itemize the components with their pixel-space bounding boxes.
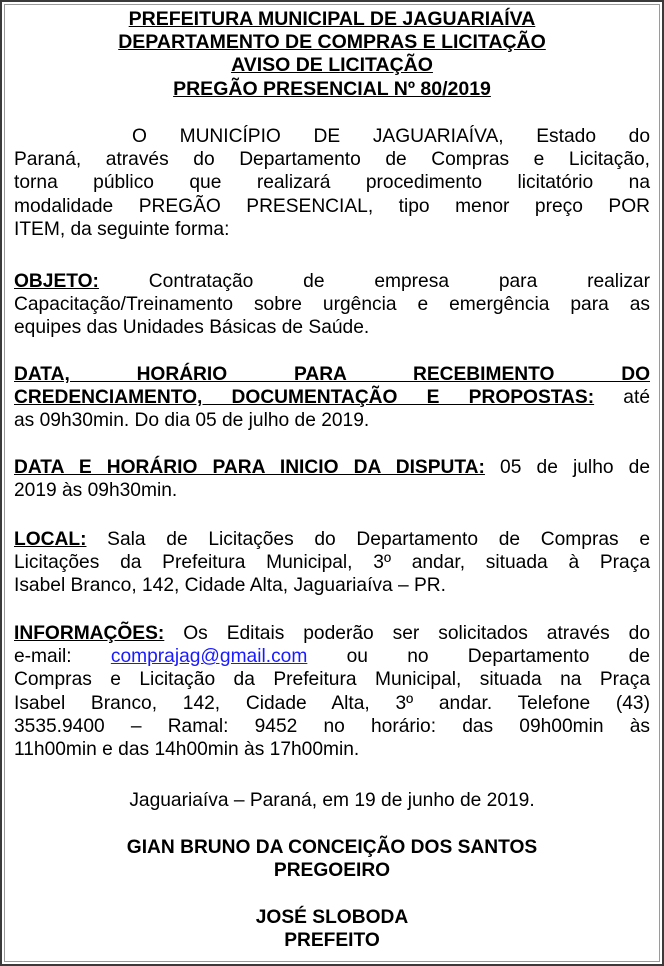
local-label: LOCAL: <box>14 529 87 550</box>
signer1-name: GIAN BRUNO DA CONCEIÇÃO DOS SANTOS <box>126 837 538 858</box>
objeto-section <box>14 270 650 340</box>
signer2-name: JOSÉ SLOBODA <box>255 907 409 928</box>
objeto-line: Capacitação/Treinamento sobre urgência e emergência para as <box>14 294 650 316</box>
informacoes-section <box>14 622 650 761</box>
informacoes-line <box>14 622 650 645</box>
email-suffix: ou no Departamento de <box>346 646 651 668</box>
informacoes-line: 3535.9400 – Ramal: 9452 no horário: das 09h00min às <box>14 715 650 737</box>
header-prefeitura: PREFEITURA MUNICIPAL DE JAGUARIAÍVA <box>128 8 536 30</box>
informacoes-line: Isabel Branco, 142, Cidade Alta, 3º andar. Telefone (43) <box>14 692 650 714</box>
recebimento-label-2: CREDENCIAMENTO, DOCUMENTAÇÃO E PROPOSTAS: <box>14 387 595 409</box>
email-link[interactable]: comprajag@gmail.com <box>110 646 308 668</box>
objeto-label: OBJETO: <box>14 271 99 292</box>
date-place-line: Jaguariaíva – Paraná, em 19 de junho de 2019. <box>129 790 535 811</box>
disputa-line <box>14 456 650 479</box>
intro-line: torna público que realizará procedimento licitatório na <box>14 172 650 194</box>
header-pregao: PREGÃO PRESENCIAL Nº 80/2019 <box>173 78 491 100</box>
recebimento-line <box>14 363 650 386</box>
recebimento-line <box>14 386 650 409</box>
local-section <box>14 528 650 598</box>
intro-line: O MUNICÍPIO DE JAGUARIAÍVA, Estado do <box>132 126 650 147</box>
disputa-line: 2019 às 09h30min. <box>14 480 178 502</box>
local-line <box>14 528 650 551</box>
objeto-line <box>14 270 650 293</box>
recebimento-label-1: DATA, HORÁRIO PARA RECEBIMENTO DO <box>14 364 650 385</box>
informacoes-label: INFORMAÇÕES: <box>14 623 165 644</box>
disputa-section <box>14 456 650 502</box>
intro-line: modalidade PREGÃO PRESENCIAL, tipo menor preço POR <box>14 195 650 217</box>
recebimento-section <box>14 363 650 433</box>
objeto-line: equipes das Unidades Básicas de Saúde. <box>14 317 370 339</box>
intro-line: ITEM, da seguinte forma: <box>14 218 230 240</box>
informacoes-text: Os Editais poderão ser solicitados através do <box>164 623 650 644</box>
email-prefix: e-mail: <box>14 646 111 668</box>
intro-line: Paraná, através do Departamento de Compras e Licitação, <box>14 149 650 171</box>
recebimento-text: até <box>594 387 650 409</box>
local-line: Isabel Branco, 142, Cidade Alta, Jaguariaíva – PR. <box>14 575 446 597</box>
disputa-text: 05 de julho de <box>484 457 651 478</box>
header-departamento: DEPARTAMENTO DE COMPRAS E LICITAÇÃO <box>118 31 546 53</box>
disputa-label: DATA E HORÁRIO PARA INICIO DA DISPUTA: <box>14 457 485 478</box>
informacoes-line <box>14 645 650 668</box>
intro-paragraph <box>14 125 650 241</box>
objeto-text: Contratação de empresa para realizar <box>98 271 650 292</box>
informacoes-line: 11h00min e das 14h00min às 17h00min. <box>14 739 360 761</box>
local-text: Sala de Licitações do Departamento de Compras e <box>86 529 650 550</box>
signer1-role: PREGOEIRO <box>273 860 391 881</box>
informacoes-line: Compras e Licitação da Prefeitura Municipal, situada na Praça <box>14 669 650 691</box>
recebimento-line: as 09h30min. Do dia 05 de julho de 2019. <box>14 410 370 432</box>
signer2-role: PREFEITO <box>284 930 380 951</box>
header-aviso: AVISO DE LICITAÇÃO <box>231 54 433 76</box>
local-line: Licitações da Prefeitura Municipal, 3º andar, situada à Praça <box>14 552 650 574</box>
